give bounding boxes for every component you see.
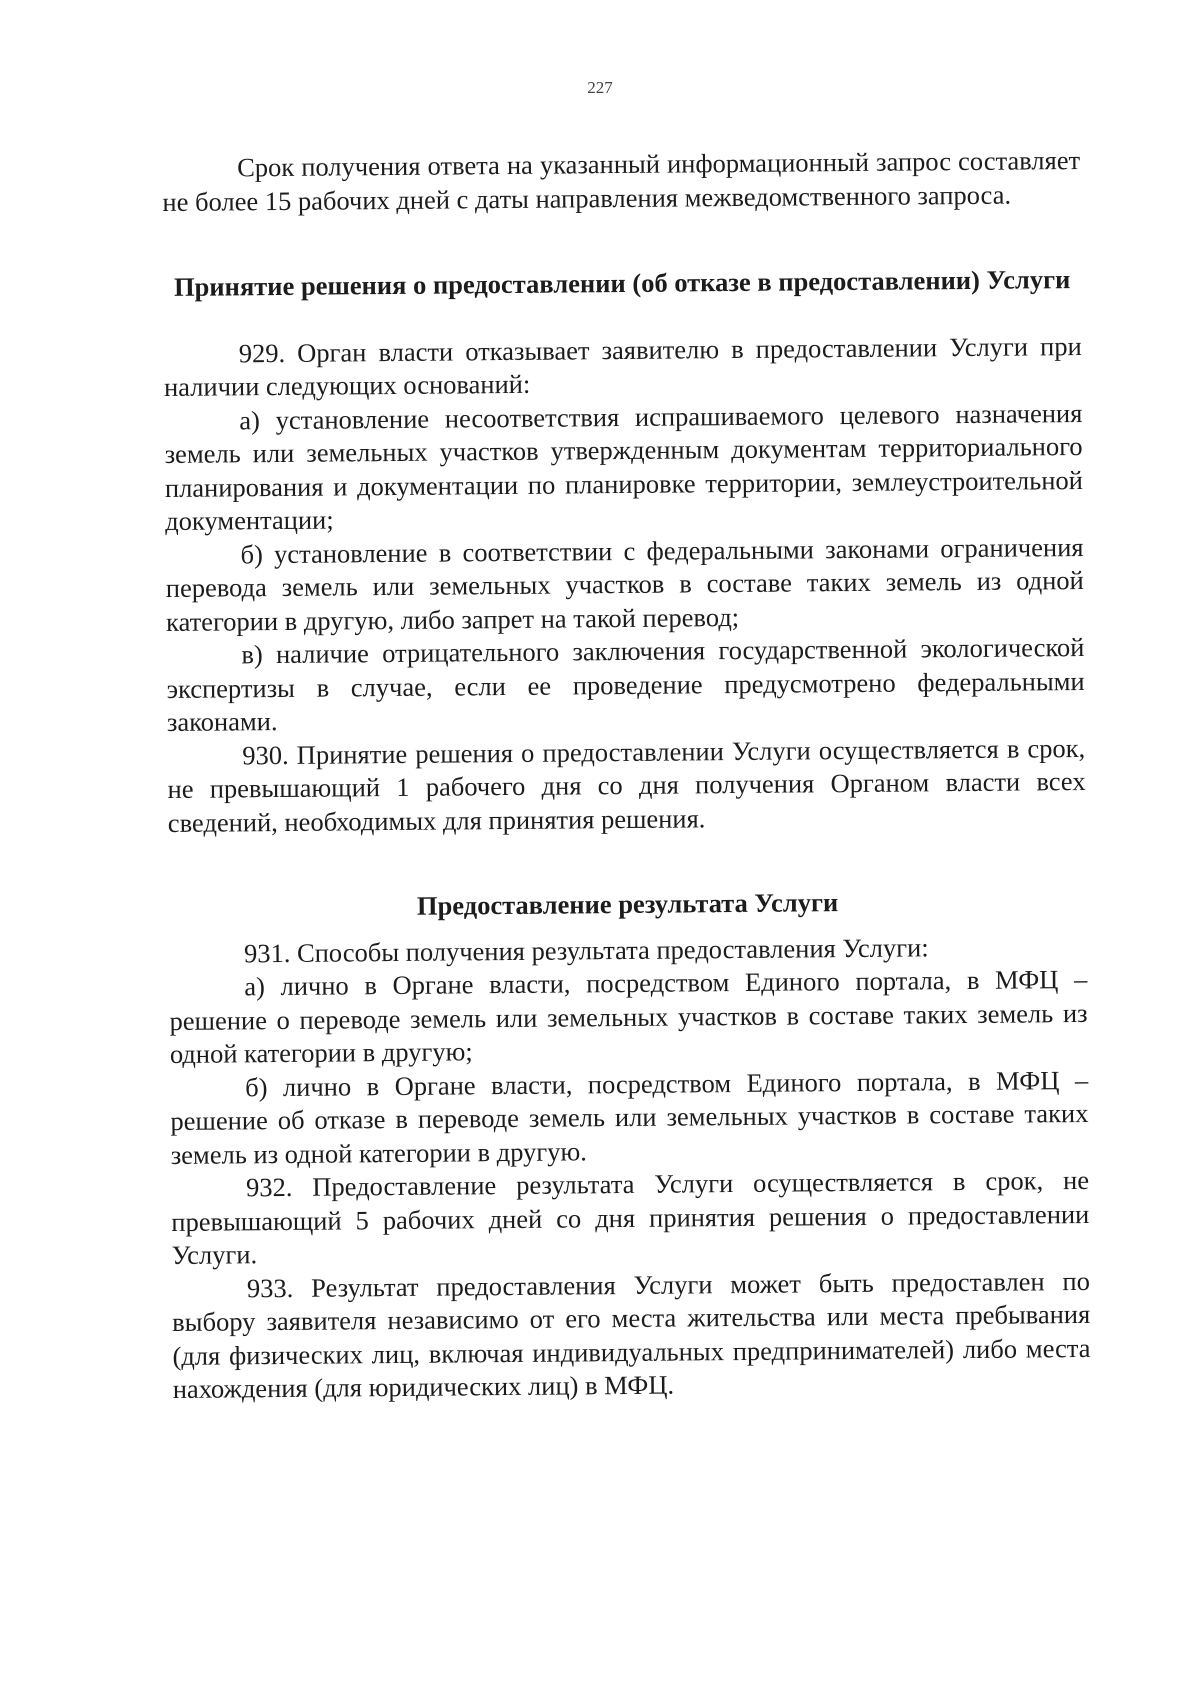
document-body <box>162 144 1091 1406</box>
item-b-931: б) лично в Органе власти, посредством Единого портала, в МФЦ – решение об отказе в переводе земель или земельных участков в составе таких земель из одной категории в другую. <box>170 1064 1089 1170</box>
section-heading-result: Предоставление результата Услуги <box>416 887 839 921</box>
item-c-929: в) наличие отрицательного заключения государственной экологической экспертизы в случае, если ее проведение предусмотрено федеральными законами. <box>166 631 1085 737</box>
page-number: 227 <box>587 78 613 97</box>
item-a-929: а) установление несоответствия испрашиваемого целевого назначения земель или земельных участков утвержденным документам территориального планирования и документации по планировке территории, землеустроительной документации; <box>164 397 1084 536</box>
paragraph-933: 933. Результат предоставления Услуги может быть предоставлен по выбору заявителя независимо от его места жительства или места пребывания (для физических лиц, включая индивидуальных предпринимателей) либо места нахождения (для юридических лиц) в МФЦ. <box>172 1265 1091 1404</box>
paragraph-932: 932. Предоставление результата Услуги осуществляется в срок, не превышающий 5 рабочих дней со дня принятия решения о предоставлении Услуги. <box>171 1164 1090 1270</box>
item-a-931: а) лично в Органе власти, посредством Единого портала, в МФЦ – решение о переводе земель или земельных участков в составе таких земель из одной категории в другую; <box>169 963 1088 1069</box>
paragraph-931: 931. Способы получения результата предоставления Услуги: <box>243 931 929 968</box>
paragraph-929: 929. Орган власти отказывает заявителю в предоставлении Услуги при наличии следующих оснований: <box>163 330 1082 402</box>
intro-paragraph: Срок получения ответа на указанный информационный запрос составляет не более 15 рабочих дней с даты направления межведомственного запроса. <box>162 144 1081 217</box>
section-heading-decision: Принятие решения о предоставлении (об отказе в предоставлении) Услуги <box>173 264 1071 302</box>
paragraph-930: 930. Принятие решения о предоставлении Услуги осуществляется в срок, не превышающий 1 рабочего дня со дня получения Органом власти всех сведений, необходимых для принятия решения. <box>167 732 1086 838</box>
item-b-929: б) установление в соответствии с федеральными законами ограничения перевода земель или земельных участков в составе таких земель из одной категории в другую, либо запрет на такой перевод; <box>165 531 1084 637</box>
